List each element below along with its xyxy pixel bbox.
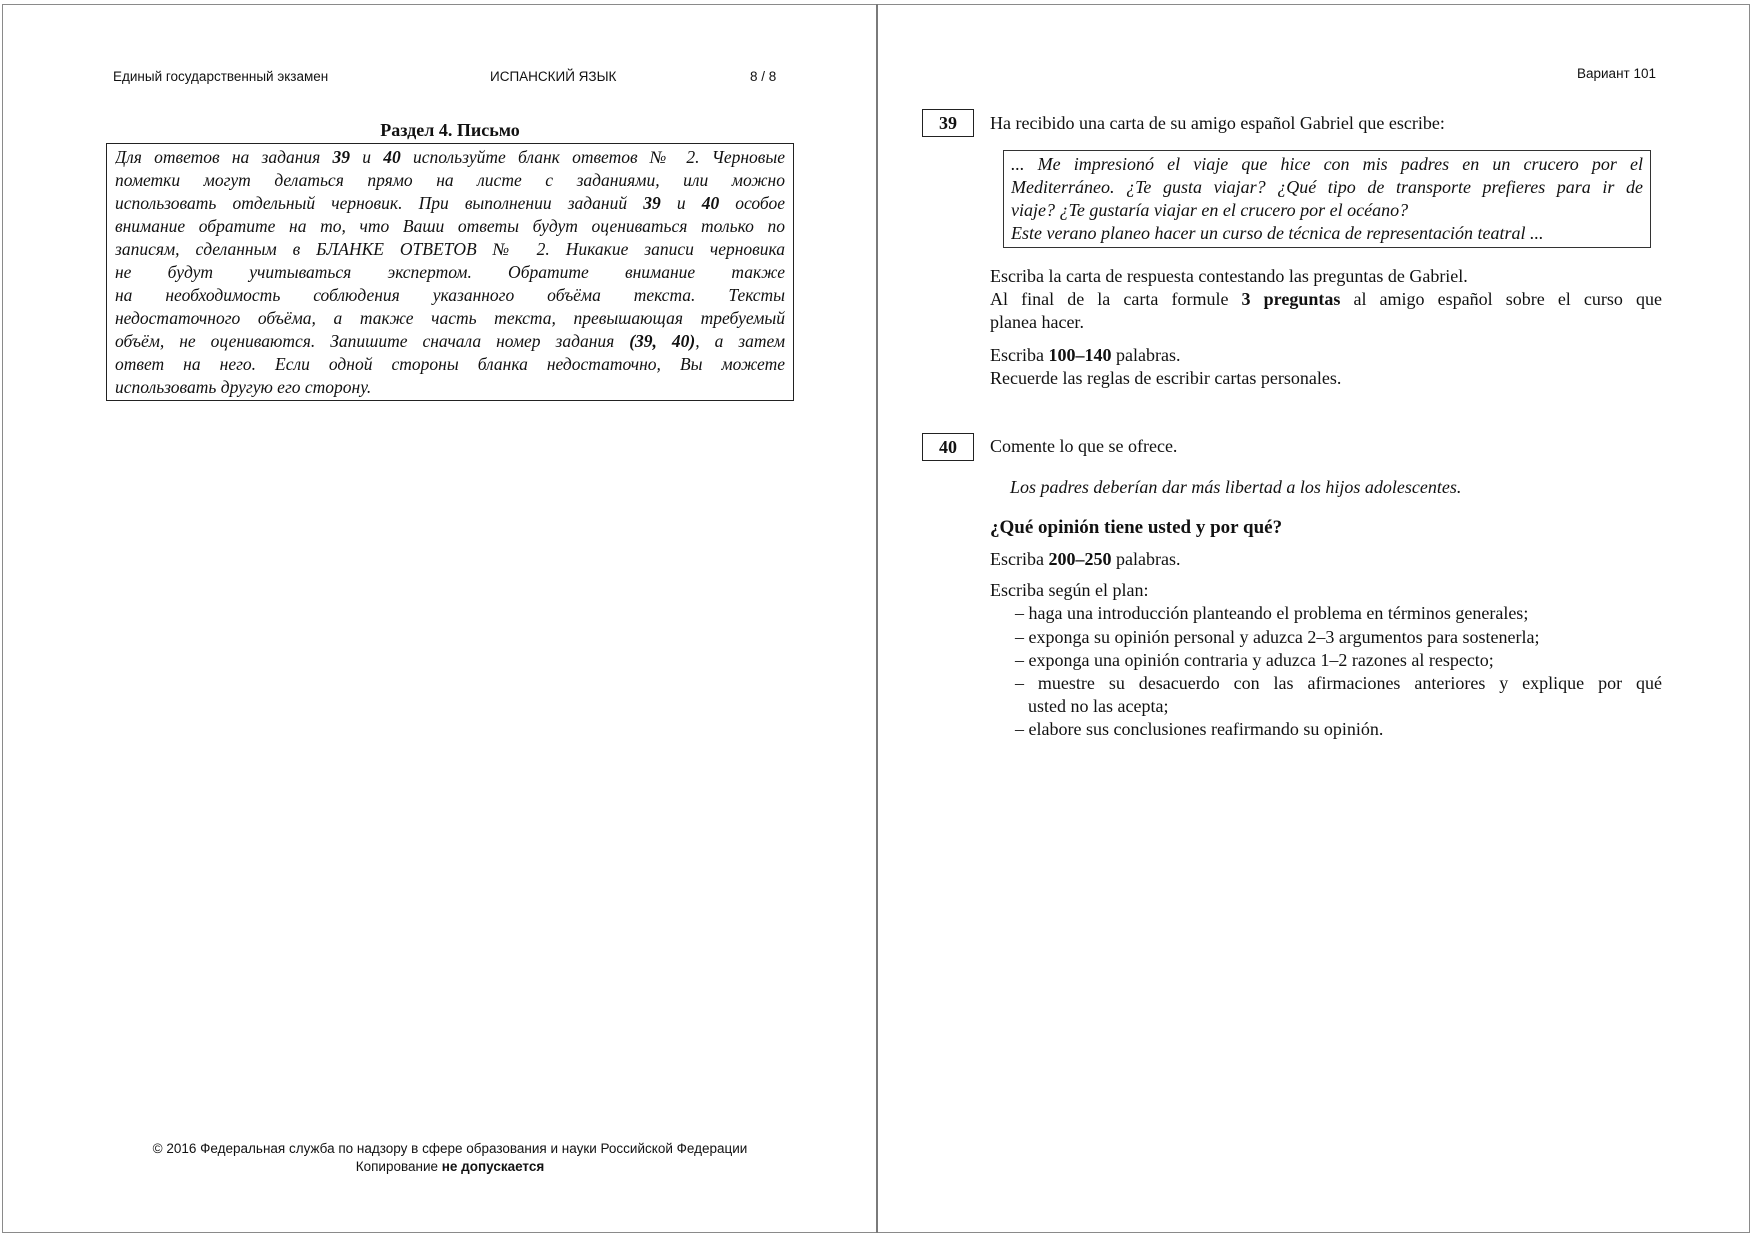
text: записям, сделанным в БЛАНКЕ ОТВЕТОВ № 2. Никакие записи черновика (115, 239, 785, 259)
task-40-statement: Los padres deberían dar más libertad a los hijos adolescentes. (1010, 477, 1462, 497)
text: palabras. (1111, 345, 1181, 365)
instructions-line (115, 192, 785, 215)
task-40-word-count (990, 548, 1662, 571)
bold-text: 3 preguntas (1241, 289, 1341, 309)
letter-line: viaje? ¿Te gustaría viajar en el crucero por el océano? (1011, 200, 1409, 220)
section-title: Раздел 4. Письмо (380, 120, 520, 140)
text: и (660, 193, 702, 213)
instructions-line (115, 261, 785, 284)
instructions-line (115, 330, 785, 353)
instructions-line (115, 169, 785, 192)
bold-text: 40 (383, 147, 401, 167)
letter-line: Este verano planeo hacer un curso de técnica de representación teatral ... (1011, 223, 1544, 243)
bold-text: 200–250 (1048, 549, 1112, 569)
task-40-number: 40 (922, 433, 974, 461)
text: ответ на него. Если одной стороны бланка недостаточно, Вы можете (115, 354, 785, 374)
text: внимание обратите на то, что Ваши ответы будут оцениваться только по (115, 216, 785, 236)
task-40-intro: Comente lo que se ofrece. (990, 436, 1178, 456)
header-page-number: 8 / 8 (750, 69, 777, 84)
task-39-number: 39 (922, 109, 974, 137)
plan-item: – exponga una opinión contraria y aduzca 1–2 razones al respecto; (1015, 650, 1494, 670)
text: использовать другую его сторону. (115, 377, 372, 397)
page-divider (876, 4, 878, 1233)
letter-quote-box (1003, 150, 1651, 248)
task-39-instr2 (990, 288, 1662, 311)
text: особое (719, 193, 785, 213)
plan-item: – haga una introducción planteando el problema en términos generales; (1015, 603, 1529, 623)
task-39-reminder: Recuerde las reglas de escribir cartas personales. (990, 368, 1342, 388)
text: использовать отдельный черновик. При выполнении заданий (115, 193, 644, 213)
text: объём, не оцениваются. Запишите сначала номер задания (115, 331, 630, 351)
task-39-word-count (990, 344, 1662, 367)
bold-text: 39 (643, 193, 661, 213)
text: Escriba (990, 345, 1049, 365)
text: на необходимость соблюдения указанного объёма текста. Тексты (115, 285, 785, 305)
instructions-line (115, 353, 785, 376)
bold-text: (39, 40) (629, 331, 696, 351)
letter-line: Mediterráneo. ¿Te gusta viajar? ¿Qué tipo de transporte prefieres para ir de (1011, 177, 1643, 197)
footer-copy-notice (106, 1159, 794, 1174)
plan-item: – elabore sus conclusiones reafirmando su opinión. (1015, 719, 1384, 739)
letter-line: ... Me impresionó el viaje que hice con mis padres en un crucero por el (1011, 154, 1643, 174)
variant-label: Вариант 101 (1577, 66, 1656, 81)
instructions-box (106, 143, 794, 401)
text: palabras. (1111, 549, 1181, 569)
instructions-line (115, 146, 785, 169)
plan-item: – muestre su desacuerdo con las afirmaciones anteriores y explique por qué (1015, 673, 1662, 693)
footer-copy-bold: не допускается (441, 1159, 545, 1174)
text: Escriba (990, 549, 1049, 569)
task-39-instr2-cont: planea hacer. (990, 312, 1084, 332)
bold-text: 40 (701, 193, 720, 213)
task-39-intro: Ha recibido una carta de su amigo español Gabriel que escribe: (990, 113, 1445, 133)
text: пометки могут делаться прямо на листе с заданиями, или можно (115, 170, 785, 190)
text: Al final de la carta formule (990, 289, 1242, 309)
text: Для ответов на задания (115, 147, 333, 167)
instructions-line (115, 215, 785, 238)
instructions-line (115, 284, 785, 307)
bold-text: 39 (332, 147, 351, 167)
footer-copy-prefix: Копирование (355, 1159, 442, 1174)
footer-copyright: © 2016 Федеральная служба по надзору в сфере образования и науки Российской Федерации (152, 1141, 748, 1156)
task-40-question: ¿Qué opinión tiene usted y por qué? (990, 517, 1283, 538)
instructions-line (115, 376, 785, 399)
text: не будут учитываться экспертом. Обратите внимание также (115, 262, 785, 282)
instructions-line (115, 307, 785, 330)
header-exam: Единый государственный экзамен (113, 69, 329, 84)
text: используйте бланк ответов № 2. Черновые (400, 147, 785, 167)
text: и (350, 147, 384, 167)
task-39-instr1: Escriba la carta de respuesta contestando las preguntas de Gabriel. (990, 266, 1468, 286)
plan-item-cont: usted no las acepta; (1028, 696, 1169, 716)
header-subject: ИСПАНСКИЙ ЯЗЫК (490, 69, 617, 84)
text: , а затем (695, 331, 785, 351)
text: al amigo español sobre el curso que (1340, 289, 1663, 309)
task-40-plan-title: Escriba según el plan: (990, 580, 1149, 600)
bold-text: 100–140 (1048, 345, 1112, 365)
plan-item: – exponga su opinión personal y aduzca 2–3 argumentos para sostenerla; (1015, 627, 1540, 647)
text: недостаточного объёма, а также часть текста, превышающая требуемый (115, 308, 785, 328)
instructions-line (115, 238, 785, 261)
